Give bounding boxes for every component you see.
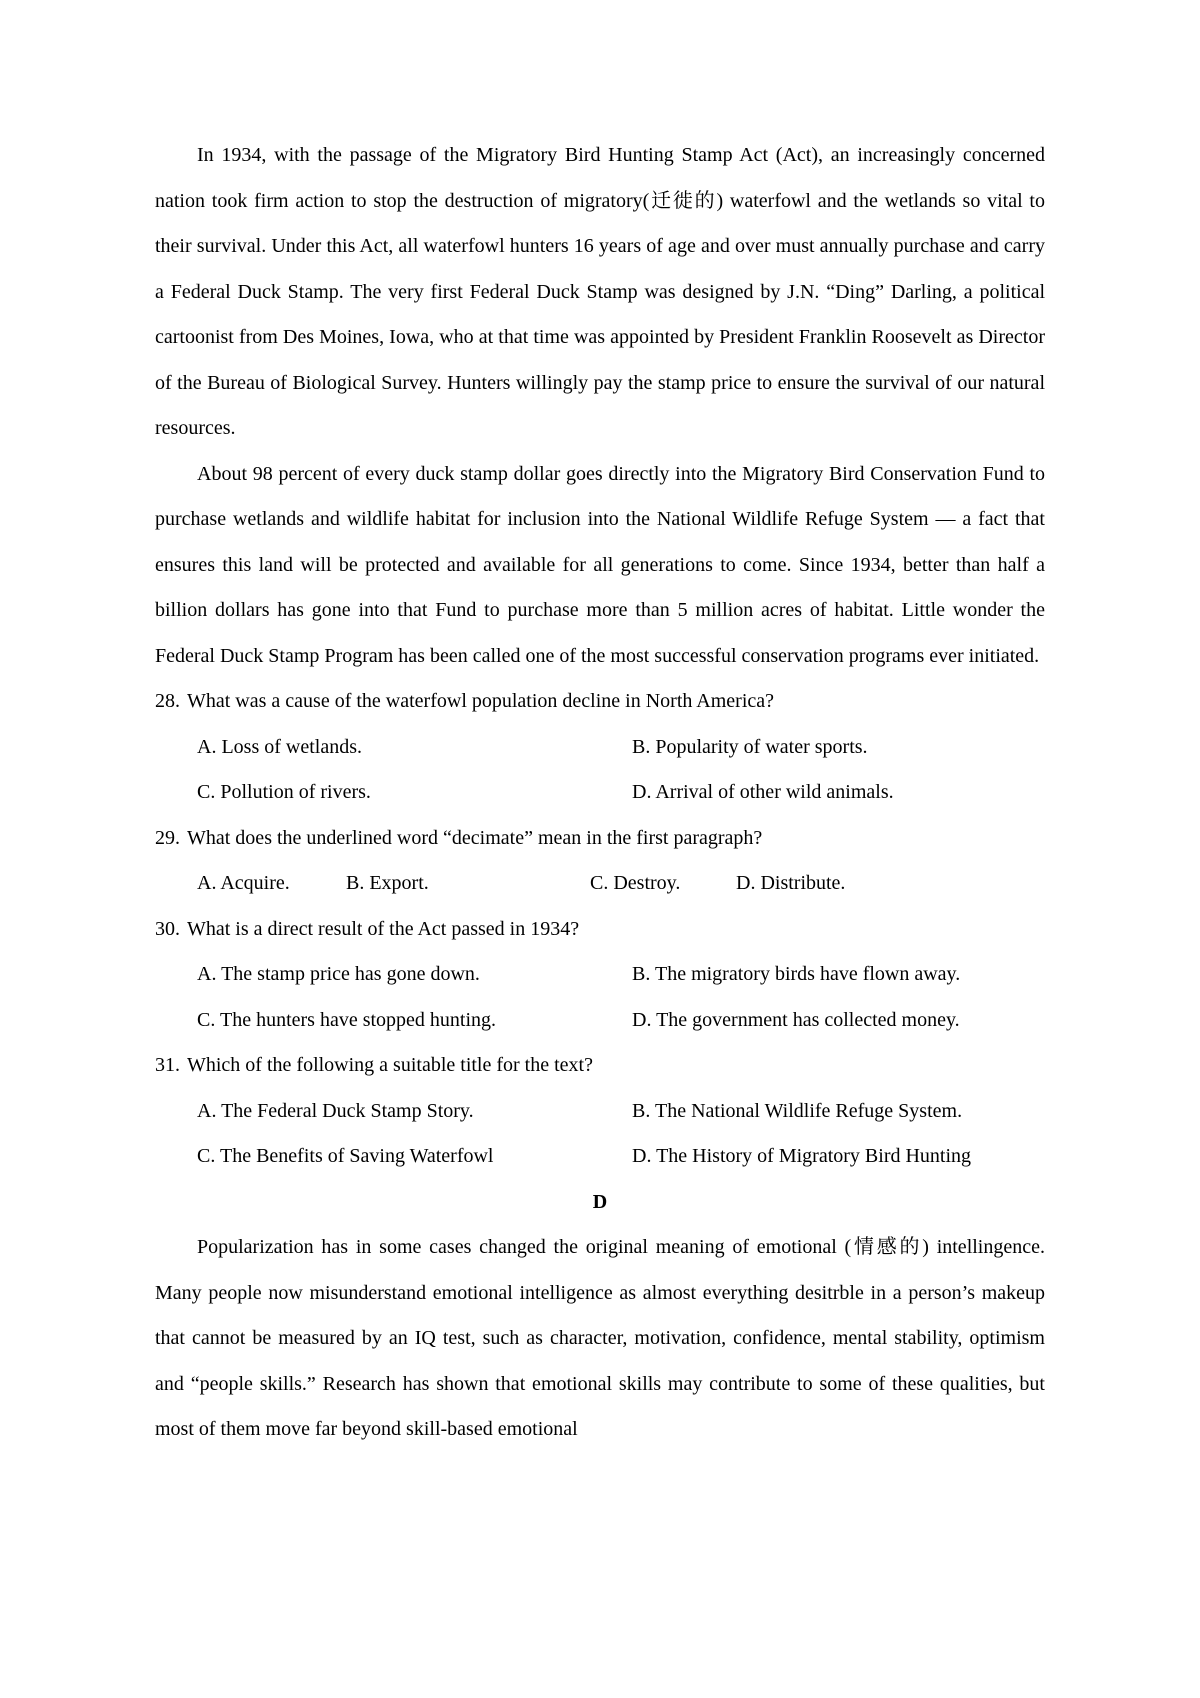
question-30: [155, 907, 1045, 1044]
question-31-option-b: B. The National Wildlife Refuge System.: [632, 1099, 963, 1122]
question-30-text: What is a direct result of the Act passed in 1934?: [187, 917, 580, 940]
question-31-stem: [155, 1043, 1045, 1089]
section-d-paragraph: Popularization has in some cases changed the original meaning of emotional (情感的) intellingence. Many people now misunderstand emotional intelligence as almost everything desitrble in a person’s makeup that cannot be measured by an IQ test, such as character, motivation, confidence, mental stability, optimism and “people skills.” Research has shown that emotional skills may contribute to some of these qualities, but most of them move far beyond skill-based emotional: [155, 1236, 1045, 1440]
question-28-option-a: A. Loss of wetlands.: [197, 735, 362, 758]
question-31-number: 31.: [155, 1054, 180, 1076]
question-28-stem: [155, 679, 1045, 725]
question-29-options: [155, 861, 1045, 907]
passage-paragraph-2: About 98 percent of every duck stamp dollar goes directly into the Migratory Bird Conservation Fund to purchase wetlands and wildlife habitat for inclusion into the National Wildlife Refuge System — a fact that ensures this land will be protected and available for all generations to come. Since 1934, better than half a billion dollars has gone into that Fund to purchase more than 5 million acres of habitat. Little wonder the Federal Duck Stamp Program has been called one of the most successful conservation programs ever initiated.: [155, 462, 1045, 667]
question-29-number: 29.: [155, 826, 180, 849]
question-30-number: 30.: [155, 917, 180, 940]
question-29: [155, 816, 1045, 907]
question-31-options: [155, 1089, 1045, 1180]
question-29-option-d: D. Distribute.: [736, 872, 846, 894]
question-29-option-c: C. Destroy.: [590, 872, 681, 894]
question-30-option-c: C. The hunters have stopped hunting.: [197, 1008, 497, 1031]
question-31-option-a: A. The Federal Duck Stamp Story.: [197, 1099, 474, 1122]
passage-paragraph-1: In 1934, with the passage of the Migratory Bird Hunting Stamp Act (Act), an increasingly concerned nation took firm action to stop the destruction of migratory(迁徙的) waterfowl and the wetlands so vital to their survival. Under this Act, all waterfowl hunters 16 years of age and over must annually purchase and carry a Federal Duck Stamp. The very first Federal Duck Stamp was designed by J.N. “Ding” Darling, a political cartoonist from Des Moines, Iowa, who at that time was appointed by President Franklin Roosevelt as Director of the Bureau of Biological Survey. Hunters willingly pay the stamp price to ensure the survival of our natural resources.: [155, 144, 1045, 439]
question-28-option-c: C. Pollution of rivers.: [197, 781, 371, 803]
question-28: [155, 679, 1045, 816]
question-31: [155, 1043, 1045, 1180]
question-31-text: Which of the following a suitable title for the text?: [187, 1054, 593, 1076]
question-29-stem: [155, 816, 1045, 862]
question-29-option-b: B. Export.: [346, 872, 429, 894]
question-28-option-d: D. Arrival of other wild animals.: [632, 781, 894, 803]
question-28-option-b: B. Popularity of water sports.: [632, 735, 868, 758]
question-28-number: 28.: [155, 690, 180, 712]
section-d-header: D: [592, 1190, 608, 1213]
question-28-options: [155, 725, 1045, 816]
question-28-text: What was a cause of the waterfowl population decline in North America?: [187, 690, 775, 712]
question-30-option-a: A. The stamp price has gone down.: [197, 963, 480, 985]
question-29-option-a: A. Acquire.: [197, 872, 290, 894]
question-30-option-d: D. The government has collected money.: [632, 1008, 960, 1031]
question-30-options: [155, 952, 1045, 1043]
question-30-stem: [155, 907, 1045, 953]
question-29-text: What does the underlined word “decimate” mean in the first paragraph?: [187, 826, 763, 849]
question-31-option-c: C. The Benefits of Saving Waterfowl: [197, 1145, 494, 1167]
question-30-option-b: B. The migratory birds have flown away.: [632, 963, 961, 985]
question-31-option-d: D. The History of Migratory Bird Hunting: [632, 1145, 972, 1167]
